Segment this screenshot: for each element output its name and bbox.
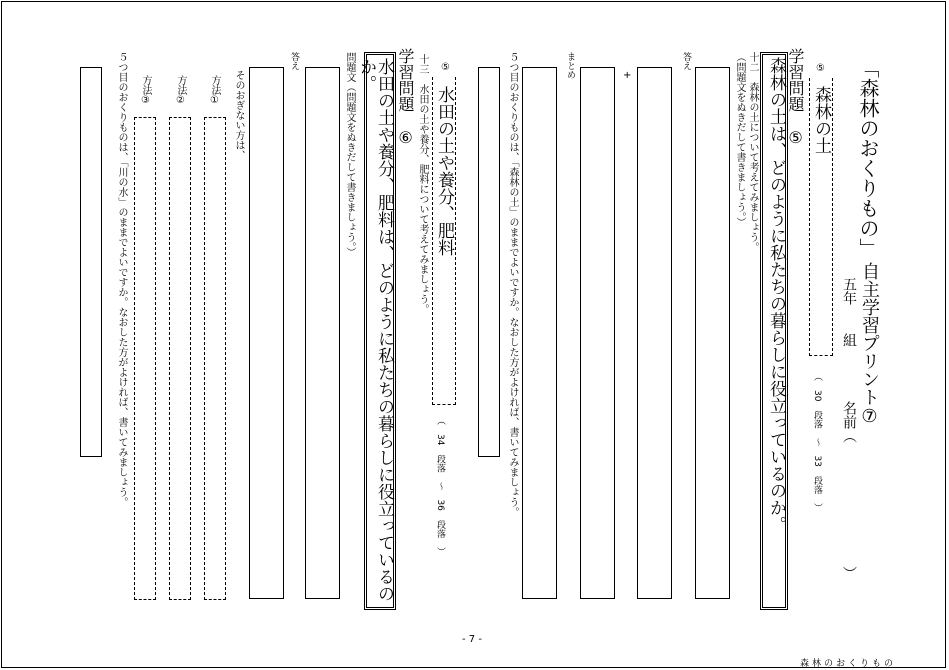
question-6-label: 問題文（問題文をぬきだして書きましょう。） [344,52,355,257]
summary-label: まとめ [565,52,575,79]
answer-box-5c[interactable] [580,67,615,599]
grade-class: 五年 組 [841,277,857,347]
answer-label-5: 答え [681,52,691,70]
method-3-box[interactable] [134,117,156,600]
problem-6-text: 水田の土や養分、肥料は、どのように私たちの暮らしに役立っているのか。 [356,58,394,602]
method-1-box[interactable] [204,117,226,600]
instruction-13: 十三 水田の土や養分、肥料について考えてみましょう。 [417,54,428,314]
page-title: 「森林のおくりもの」 [856,58,880,258]
section-6-topic: 水田の土や養分、肥料 [434,86,454,256]
section-6-marker: ⑤ [440,62,451,73]
answer-label-6: 答え [289,52,299,70]
answer-box-5b[interactable] [637,67,672,599]
answer-box-6b[interactable] [249,67,284,599]
section-5-topic: 森林の土 [811,86,831,154]
answer-box-6c[interactable] [80,67,102,457]
problem-5-heading: 学習問題 ⑤ [786,48,805,147]
page-number: - 7 - [462,634,482,645]
method-2-box[interactable] [169,117,191,600]
problem-6-heading: 学習問題 ⑥ [396,48,415,147]
question-5-text: ５つ目のおくりものは、「森林の土」のままでよいですか。なおした方がよければ、書いてみましょう。 [507,52,518,517]
print-title: 自主学習プリント⑦ [859,262,880,427]
instruction-12-sub: （問題文をぬきだして書きましょう。） [734,52,745,227]
footer-title: 森林のおくりもの [800,659,897,669]
problem-5-box [760,52,788,610]
method-1-label: 方法① [209,75,220,106]
answer-box-6a[interactable] [305,67,340,599]
section-6-range: （ 34 段落 〜 36 段落 ） [435,416,445,556]
summary-box[interactable] [522,67,557,599]
problem-5-text: 森林の土は、どのように私たちの暮らしに役立っているのか。 [766,57,786,533]
plus-sign: + [623,70,632,81]
method-3-label: 方法③ [140,75,151,106]
section-5-range: （ 30 段落 〜 33 段落 ） [812,372,822,512]
problem-6-box [356,52,396,610]
answer-box-5a[interactable] [695,67,730,599]
answer-box-5d[interactable] [478,67,500,457]
instruction-12: 十二 森林の土について考えてみましょう。 [747,52,758,252]
method-2-label: 方法② [175,75,186,106]
question-6-river-text: ５つ目のおくりものは、「川の水」のままでよいですか。なおした方がよければ、書いてみましょう。 [116,52,127,507]
supplement-label: そのおぎない方は、 [233,70,244,160]
name-close: ） [841,566,857,580]
name-label: 名前（ [841,401,857,443]
section-5-marker: ⑤ [815,63,826,74]
